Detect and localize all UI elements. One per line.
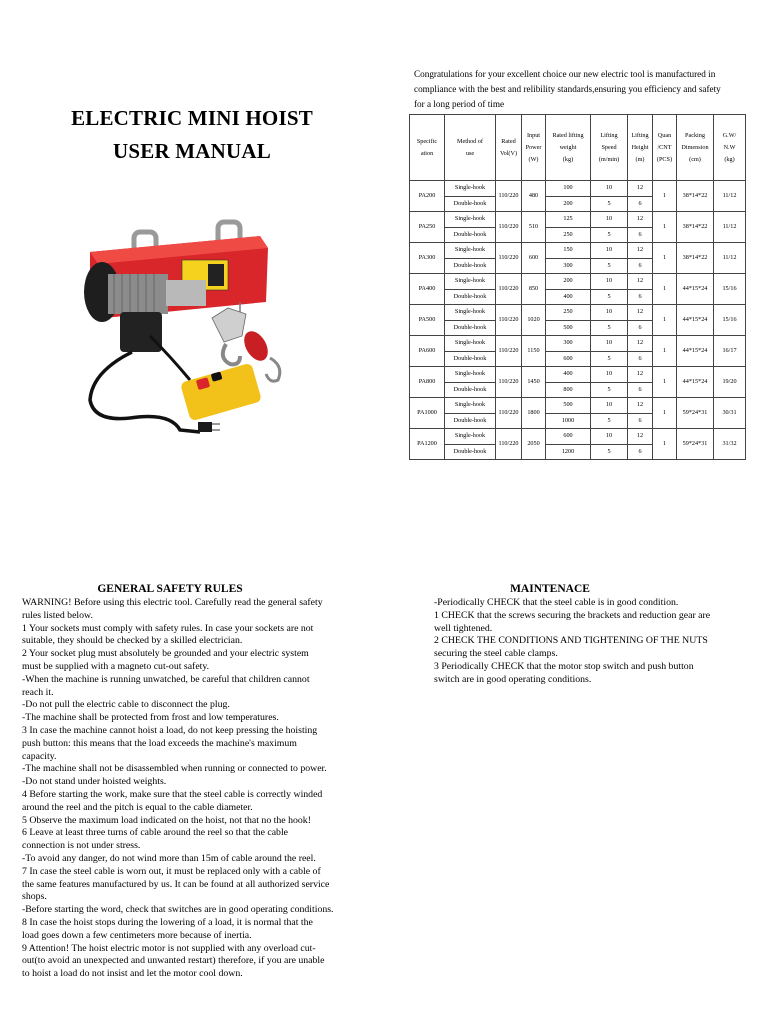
height-cell: 12 — [628, 367, 653, 383]
hoist-limit-disc — [239, 327, 272, 365]
voltage-cell: 110/220 — [496, 274, 522, 305]
weight-gw-nw-cell: 15/16 — [714, 305, 746, 336]
table-header-text: (m/min) — [598, 155, 620, 163]
maintenance-line: securing the steel cable clamps. — [434, 648, 558, 660]
voltage-cell: 110/220 — [496, 398, 522, 429]
weight-cell: 250 — [546, 305, 591, 321]
safety-rule-line: connection is not under stress. — [22, 840, 141, 852]
dimension-cell: 59*24*31 — [677, 398, 714, 429]
weight-gw-nw-cell: 16/17 — [714, 336, 746, 367]
speed-cell: 10 — [591, 367, 628, 383]
table-header-row — [410, 115, 746, 181]
height-cell: 6 — [628, 413, 653, 429]
method-cell: Double-hook — [445, 382, 496, 398]
model-cell: PA800 — [410, 367, 445, 398]
height-cell: 6 — [628, 320, 653, 336]
table-header — [410, 115, 746, 181]
safety-rule-line: 2 Your socket plug must absolutely be grounded and your electric system — [22, 648, 309, 660]
method-cell: Single-hook — [445, 429, 496, 445]
safety-rule-line: out(to avoid an unexpected and unwanted restart) therefore, if you are unable — [22, 955, 325, 967]
method-cell: Double-hook — [445, 196, 496, 212]
safety-rule-line: suitable, they should be checked by a skilled electrician. — [22, 635, 243, 647]
safety-rule-line: 5 Observe the maximum load indicated on the hoist, not that no the hook! — [22, 814, 311, 826]
table-header-text: weight — [559, 143, 577, 151]
model-cell: PA300 — [410, 243, 445, 274]
height-cell: 6 — [628, 196, 653, 212]
intro-line: for a long period of time — [414, 99, 505, 109]
voltage-cell: 110/220 — [496, 429, 522, 460]
speed-cell: 5 — [591, 196, 628, 212]
table-row — [410, 181, 746, 197]
table-header-cell — [677, 115, 714, 181]
weight-cell: 250 — [546, 227, 591, 243]
speed-cell: 10 — [591, 181, 628, 197]
quantity-cell: 1 — [653, 305, 677, 336]
table-row — [410, 367, 746, 383]
method-cell: Double-hook — [445, 320, 496, 336]
table-header-text: (W) — [528, 155, 539, 163]
safety-rule-line: -When the machine is running unwatched, be careful that children cannot — [22, 673, 310, 685]
method-cell: Single-hook — [445, 367, 496, 383]
table-header-text: (kg) — [562, 155, 574, 163]
voltage-cell: 110/220 — [496, 181, 522, 212]
method-cell: Double-hook — [445, 227, 496, 243]
height-cell: 12 — [628, 336, 653, 352]
speed-cell: 5 — [591, 444, 628, 460]
table-header-cell — [522, 115, 546, 181]
table-header-text: Vol(V) — [499, 149, 518, 157]
height-cell: 6 — [628, 351, 653, 367]
weight-gw-nw-cell: 11/12 — [714, 212, 746, 243]
height-cell: 12 — [628, 212, 653, 228]
hoist-pendant-control — [180, 363, 262, 422]
safety-rule-line: 3 In case the machine cannot hoist a load, do not keep pressing the hoisting — [22, 724, 318, 736]
table-row — [410, 429, 746, 445]
speed-cell: 5 — [591, 258, 628, 274]
method-cell: Single-hook — [445, 398, 496, 414]
table-header-cell — [445, 115, 496, 181]
method-cell: Single-hook — [445, 181, 496, 197]
plug-icon — [198, 422, 212, 432]
model-cell: PA200 — [410, 181, 445, 212]
table-body — [410, 181, 746, 460]
safety-rule-line: -To avoid any danger, do not wind more than 15m of cable around the reel. — [22, 852, 316, 864]
speed-cell: 10 — [591, 429, 628, 445]
quantity-cell: 1 — [653, 429, 677, 460]
table-header-cell — [496, 115, 522, 181]
speed-cell: 10 — [591, 274, 628, 290]
voltage-cell: 110/220 — [496, 243, 522, 274]
power-cell: 480 — [522, 181, 546, 212]
safety-rule-line: to hoist a load do not insist and let the motor cool down. — [22, 968, 243, 980]
dimension-cell: 59*24*31 — [677, 429, 714, 460]
maintenance-heading: MAINTENACE — [510, 583, 590, 595]
intro-line: Congratulations for your excellent choice our new electric tool is manufactured in — [414, 69, 716, 79]
table-header-text: Lifting — [631, 131, 649, 139]
weight-cell: 100 — [546, 181, 591, 197]
weight-cell: 300 — [546, 258, 591, 274]
safety-rule-line: load goes down a few centimeters more because of inertia. — [22, 929, 252, 941]
intro-paragraph — [414, 67, 744, 112]
model-cell: PA400 — [410, 274, 445, 305]
weight-gw-nw-cell: 15/16 — [714, 274, 746, 305]
specification-table — [409, 114, 746, 460]
method-cell: Double-hook — [445, 351, 496, 367]
dimension-cell: 44*15*24 — [677, 336, 714, 367]
speed-cell: 5 — [591, 320, 628, 336]
dimension-cell: 44*15*24 — [677, 305, 714, 336]
dimension-cell: 38*14*22 — [677, 181, 714, 212]
height-cell: 12 — [628, 398, 653, 414]
power-cell: 510 — [522, 212, 546, 243]
quantity-cell: 1 — [653, 367, 677, 398]
safety-rules-text — [22, 597, 374, 981]
intro-line: compliance with the best and relibility standards,ensuring you efficiency and safety — [414, 84, 721, 94]
safety-rule-line: capacity. — [22, 750, 57, 762]
voltage-cell: 110/220 — [496, 336, 522, 367]
table-row — [410, 274, 746, 290]
table-header-text: ation — [420, 149, 434, 157]
maintenance-line: 2 CHECK THE CONDITIONS AND TIGHTENING OF THE NUTS — [434, 635, 708, 647]
safety-rule-line: -Do not pull the electric cable to disconnect the plug. — [22, 699, 230, 711]
weight-gw-nw-cell: 30/31 — [714, 398, 746, 429]
maintenance-text — [434, 597, 748, 687]
weight-cell: 500 — [546, 320, 591, 336]
speed-cell: 10 — [591, 398, 628, 414]
table-row — [410, 398, 746, 414]
safety-rule-line: the same features manufactured by us. It can be found at all authorized service — [22, 878, 330, 890]
quantity-cell: 1 — [653, 243, 677, 274]
method-cell: Single-hook — [445, 305, 496, 321]
table-header-text: (PCS) — [656, 155, 673, 163]
height-cell: 12 — [628, 305, 653, 321]
dimension-cell: 44*15*24 — [677, 274, 714, 305]
weight-cell: 200 — [546, 274, 591, 290]
table-header-text: (cm) — [689, 155, 701, 163]
quantity-cell: 1 — [653, 212, 677, 243]
power-cell: 1150 — [522, 336, 546, 367]
quantity-cell: 1 — [653, 181, 677, 212]
speed-cell: 10 — [591, 243, 628, 259]
safety-rule-line: 9 Attention! The hoist electric motor is not supplied with any overload cut- — [22, 942, 316, 954]
hoist-pulley — [212, 308, 246, 342]
height-cell: 12 — [628, 243, 653, 259]
safety-rule-line: must be supplied with a magneto cut-out safety. — [22, 660, 210, 672]
power-cell: 1020 — [522, 305, 546, 336]
weight-cell: 400 — [546, 367, 591, 383]
safety-rule-line: -The machine shall be protected from frost and low temperatures. — [22, 712, 279, 724]
dimension-cell: 38*14*22 — [677, 243, 714, 274]
table-header-text: Rated lifting — [552, 131, 584, 139]
safety-rule-line: -Before starting the word, check that switches are in good operating conditions. — [22, 904, 334, 916]
power-cell: 2050 — [522, 429, 546, 460]
model-cell: PA1200 — [410, 429, 445, 460]
table-header-text: Dimension — [681, 143, 709, 151]
method-cell: Double-hook — [445, 258, 496, 274]
dimension-cell: 44*15*24 — [677, 367, 714, 398]
power-cell: 850 — [522, 274, 546, 305]
hoist-hook — [223, 344, 240, 364]
speed-cell: 5 — [591, 227, 628, 243]
safety-rule-line: rules listed below. — [22, 609, 93, 621]
table-header-text: (m) — [635, 155, 645, 163]
table-row — [410, 212, 746, 228]
maintenance-line: 1 CHECK that the screws securing the brackets and reduction gear are — [434, 609, 711, 621]
safety-rule-line: around the reel and the pitch is equal to the cable diameter. — [22, 801, 253, 813]
method-cell: Double-hook — [445, 413, 496, 429]
method-cell: Single-hook — [445, 336, 496, 352]
speed-cell: 5 — [591, 289, 628, 305]
safety-rule-line: -Do not stand under hoisted weights. — [22, 776, 167, 788]
hoist-switch-box — [120, 312, 162, 352]
power-cell: 1450 — [522, 367, 546, 398]
height-cell: 12 — [628, 274, 653, 290]
speed-cell: 5 — [591, 351, 628, 367]
weight-cell: 150 — [546, 243, 591, 259]
speed-cell: 10 — [591, 212, 628, 228]
maintenance-line: 3 Periodically CHECK that the motor stop switch and push button — [434, 660, 694, 672]
safety-rule-line: 4 Before starting the work, make sure that the steel cable is correctly winded — [22, 788, 323, 800]
dimension-cell: 38*14*22 — [677, 212, 714, 243]
model-cell: PA250 — [410, 212, 445, 243]
weight-cell: 500 — [546, 398, 591, 414]
safety-rule-line: shops. — [22, 891, 47, 903]
manual-title-line1: ELECTRIC MINI HOIST — [71, 106, 313, 130]
manual-title-line2: USER MANUAL — [113, 139, 271, 163]
method-cell: Single-hook — [445, 212, 496, 228]
height-cell: 6 — [628, 289, 653, 305]
weight-gw-nw-cell: 19/20 — [714, 367, 746, 398]
table-header-text: Method of — [457, 137, 483, 145]
maintenance-line: -Periodically CHECK that the steel cable is in good condition. — [434, 597, 679, 608]
model-cell: PA500 — [410, 305, 445, 336]
table-header-cell — [714, 115, 746, 181]
hoist-product-photo — [80, 216, 300, 440]
table-header-text: Quan — [657, 131, 672, 139]
maintenance-line: switch are in good operating conditions. — [434, 673, 592, 685]
table-header-text: Packing — [685, 131, 705, 139]
height-cell: 6 — [628, 227, 653, 243]
table-row — [410, 305, 746, 321]
height-cell: 12 — [628, 429, 653, 445]
method-cell: Double-hook — [445, 444, 496, 460]
table-header-cell — [591, 115, 628, 181]
safety-rule-line: 6 Leave at least three turns of cable around the reel so that the cable — [22, 827, 289, 839]
weight-cell: 600 — [546, 429, 591, 445]
speed-cell: 5 — [591, 382, 628, 398]
safety-rule-line: -The machine shall not be disassembled when running or connected to power. — [22, 763, 327, 775]
weight-cell: 800 — [546, 382, 591, 398]
maintenance-line: well tightened. — [434, 622, 493, 634]
model-cell: PA600 — [410, 336, 445, 367]
height-cell: 6 — [628, 444, 653, 460]
table-row — [410, 243, 746, 259]
voltage-cell: 110/220 — [496, 212, 522, 243]
table-header-text: /CNT — [657, 143, 672, 151]
table-header-text: N.W — [723, 143, 736, 151]
power-cell: 600 — [522, 243, 546, 274]
weight-cell: 300 — [546, 336, 591, 352]
weight-cell: 1000 — [546, 413, 591, 429]
weight-cell: 200 — [546, 196, 591, 212]
model-cell: PA1000 — [410, 398, 445, 429]
safety-rule-line: reach it. — [22, 686, 54, 698]
table-header-cell — [653, 115, 677, 181]
weight-cell: 1200 — [546, 444, 591, 460]
speed-cell: 10 — [591, 336, 628, 352]
weight-cell: 125 — [546, 212, 591, 228]
safety-rule-line: 1 Your sockets must comply with safety rules. In case your sockets are not — [22, 622, 314, 634]
table-header-text: Lifting — [600, 131, 618, 139]
table-header-text: Height — [631, 143, 649, 151]
safety-rule-line: 8 In case the hoist stops during the lowering of a load, it is normal that the — [22, 916, 313, 928]
voltage-cell: 110/220 — [496, 367, 522, 398]
weight-gw-nw-cell: 31/32 — [714, 429, 746, 460]
safety-rule-line: WARNING! Before using this electric tool. Carefully read the general safety — [22, 597, 323, 608]
table-header-text: Speed — [601, 143, 617, 151]
table-header-cell — [546, 115, 591, 181]
height-cell: 6 — [628, 382, 653, 398]
table-header-cell — [628, 115, 653, 181]
table-header-cell — [410, 115, 445, 181]
quantity-cell: 1 — [653, 398, 677, 429]
speed-cell: 5 — [591, 413, 628, 429]
table-header-text: Rated — [501, 137, 516, 145]
table-header-text: use — [465, 149, 475, 157]
quantity-cell: 1 — [653, 274, 677, 305]
speed-cell: 10 — [591, 305, 628, 321]
table-header-text: Power — [525, 143, 542, 151]
safety-rule-line: push button: this means that the load exceeds the machine's maximum — [22, 737, 297, 749]
weight-cell: 400 — [546, 289, 591, 305]
voltage-cell: 110/220 — [496, 305, 522, 336]
safety-rule-line: 7 In case the steel cable is worn out, it must be replaced only with a cable of — [22, 865, 321, 877]
safety-rules-heading: GENERAL SAFETY RULES — [97, 583, 243, 595]
table-header-text: Specific — [416, 137, 438, 145]
method-cell: Single-hook — [445, 274, 496, 290]
table-row — [410, 336, 746, 352]
height-cell: 12 — [628, 181, 653, 197]
table-header-text: (kg) — [724, 155, 735, 163]
table-header-text: Input — [526, 131, 541, 139]
power-cell: 1800 — [522, 398, 546, 429]
quantity-cell: 1 — [653, 336, 677, 367]
weight-gw-nw-cell: 11/12 — [714, 243, 746, 274]
weight-gw-nw-cell: 11/12 — [714, 181, 746, 212]
weight-cell: 600 — [546, 351, 591, 367]
method-cell: Single-hook — [445, 243, 496, 259]
height-cell: 6 — [628, 258, 653, 274]
table-header-text: G.W/ — [722, 131, 737, 139]
method-cell: Double-hook — [445, 289, 496, 305]
